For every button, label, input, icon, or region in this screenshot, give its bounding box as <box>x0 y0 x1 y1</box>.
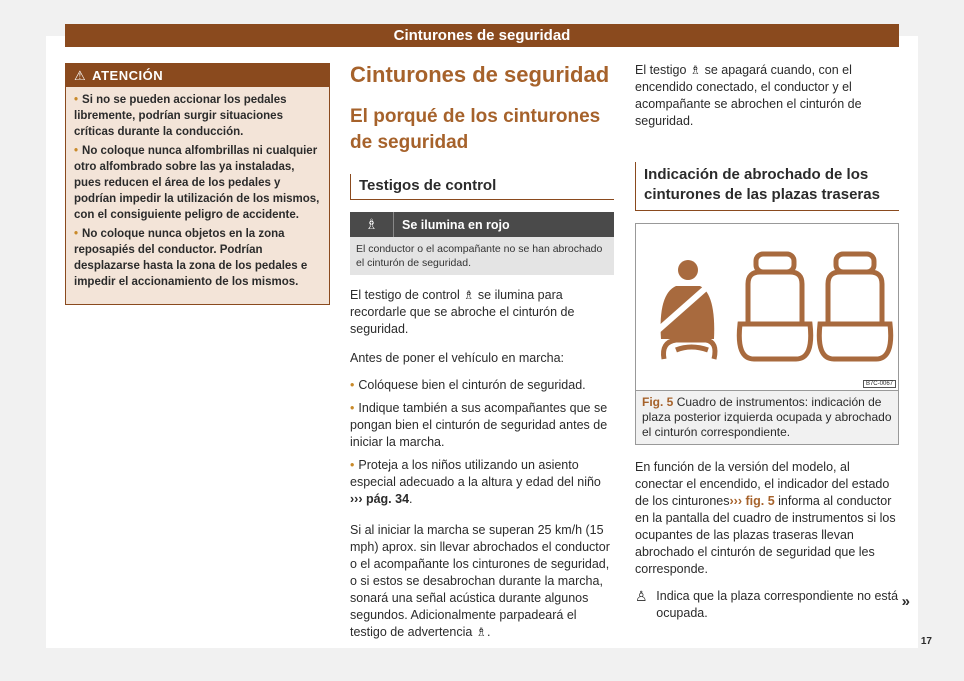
empty-seat-icon <box>739 254 810 359</box>
figure-reference-link[interactable]: ››› fig. 5 <box>729 494 775 508</box>
seatbelt-warning-icon: ♗ <box>350 212 394 237</box>
warning-box <box>65 63 330 305</box>
icon-legend-row <box>635 588 899 622</box>
indicator-description: El conductor o el acompañante no se han abrochado el cinturón de seguridad. <box>350 237 614 275</box>
section-title: Cinturones de seguridad <box>350 62 610 87</box>
list-item: • Indique también a sus acompañantes que se pongan bien el cinturón de seguridad antes de iniciar la marcha. <box>350 401 608 449</box>
bullet-icon: • <box>74 145 79 158</box>
continue-mark: » <box>901 593 910 610</box>
warning-title: ATENCIÓN <box>92 68 164 83</box>
page-number: 17 <box>920 636 932 647</box>
column-middle <box>350 60 614 641</box>
bullet-icon: • <box>74 228 79 241</box>
seat-occupancy-illustration <box>636 224 898 390</box>
subsection-heading: Testigos de control <box>350 174 614 200</box>
warning-triangle-icon: ⚠ <box>74 68 87 83</box>
section-subtitle: El porqué de los cinturones de seguridad <box>350 106 601 153</box>
figure-seat-indicator <box>635 223 899 391</box>
list-item: • Proteja a los niños utilizando un asiento especial adecuado a la altura y edad del niño ››› pág. 34. <box>350 458 601 506</box>
page-reference-link[interactable]: ››› pág. 34 <box>350 492 410 506</box>
warning-header <box>66 64 329 87</box>
paragraph: El testigo ♗ se apagará cuando, con el encendido conectado, el conductor y el acompañante se abrochen el cinturón de seguridad. <box>635 63 862 128</box>
indicator-table <box>350 212 614 275</box>
bullet-icon: • <box>350 458 355 472</box>
column-right <box>635 62 899 622</box>
occupied-seat-icon <box>656 260 724 359</box>
list-item: • Colóquese bien el cinturón de seguridad. <box>350 378 586 392</box>
bullet-icon: • <box>74 94 79 106</box>
figure-id: B7C-0067 <box>863 380 896 388</box>
paragraph: En función de la versión del modelo, al conectar el encendido, el indicador del estado de los cinturones››› fig. 5 informa al conductor en la pantalla del cuadro de instrumentos si los ocupantes de las plazas traseras llevan abrochado el cinturón de seguridad que les corresponde. <box>635 460 896 576</box>
indicator-table-header <box>350 212 614 237</box>
icon-description: Indica que la plaza correspondiente no está ocupada. <box>656 589 899 620</box>
figure-number: Fig. 5 <box>642 395 674 409</box>
running-header: Cinturones de seguridad <box>65 24 899 47</box>
figure-caption <box>635 391 899 445</box>
paragraph: Si al iniciar la marcha se superan 25 km/h (15 mph) aprox. sin llevar abrochados el conductor o el acompañante los cinturones de seguridad, o si estos se desabrochan durante la marcha, sonará una señal acústica durante algunos segundos. Adicionalmente parpadeará el testigo de advertencia ♗. <box>350 523 610 639</box>
warning-item: • No coloque nunca objetos en la zona reposapiés del conductor. Podrían desplazarse hasta la zona de los pedales e impedir el accionamiento de los mismos. <box>74 228 308 288</box>
paragraph: El testigo de control ♗ se ilumina para recordarle que se abroche el cinturón de seguridad. <box>350 288 575 336</box>
warning-list <box>66 87 329 291</box>
indicator-state: Se ilumina en rojo <box>402 217 510 232</box>
paragraph: Antes de poner el vehículo en marcha: <box>350 351 565 365</box>
seat-empty-icon: ♙ <box>635 588 648 604</box>
subsection-heading: Indicación de abrochado de los cinturones de las plazas traseras <box>635 162 899 211</box>
warning-item: • Si no se pueden accionar los pedales libremente, podrían surgir situaciones críticas durante la conducción. <box>74 94 287 138</box>
bullet-icon: • <box>350 401 355 415</box>
bullet-icon: • <box>350 378 355 392</box>
empty-seat-icon <box>819 254 890 359</box>
caption-text: Cuadro de instrumentos: indicación de plaza posterior izquierda ocupada y abrochado el cinturón correspondiente. <box>642 395 892 439</box>
warning-item: • No coloque nunca alfombrillas ni cualquier otro alfombrado sobre las ya instaladas, pues reducen el área de los pedales y podrían impedir la utilización de los mismos, con el consiguiente peligro de accidente. <box>74 145 320 221</box>
